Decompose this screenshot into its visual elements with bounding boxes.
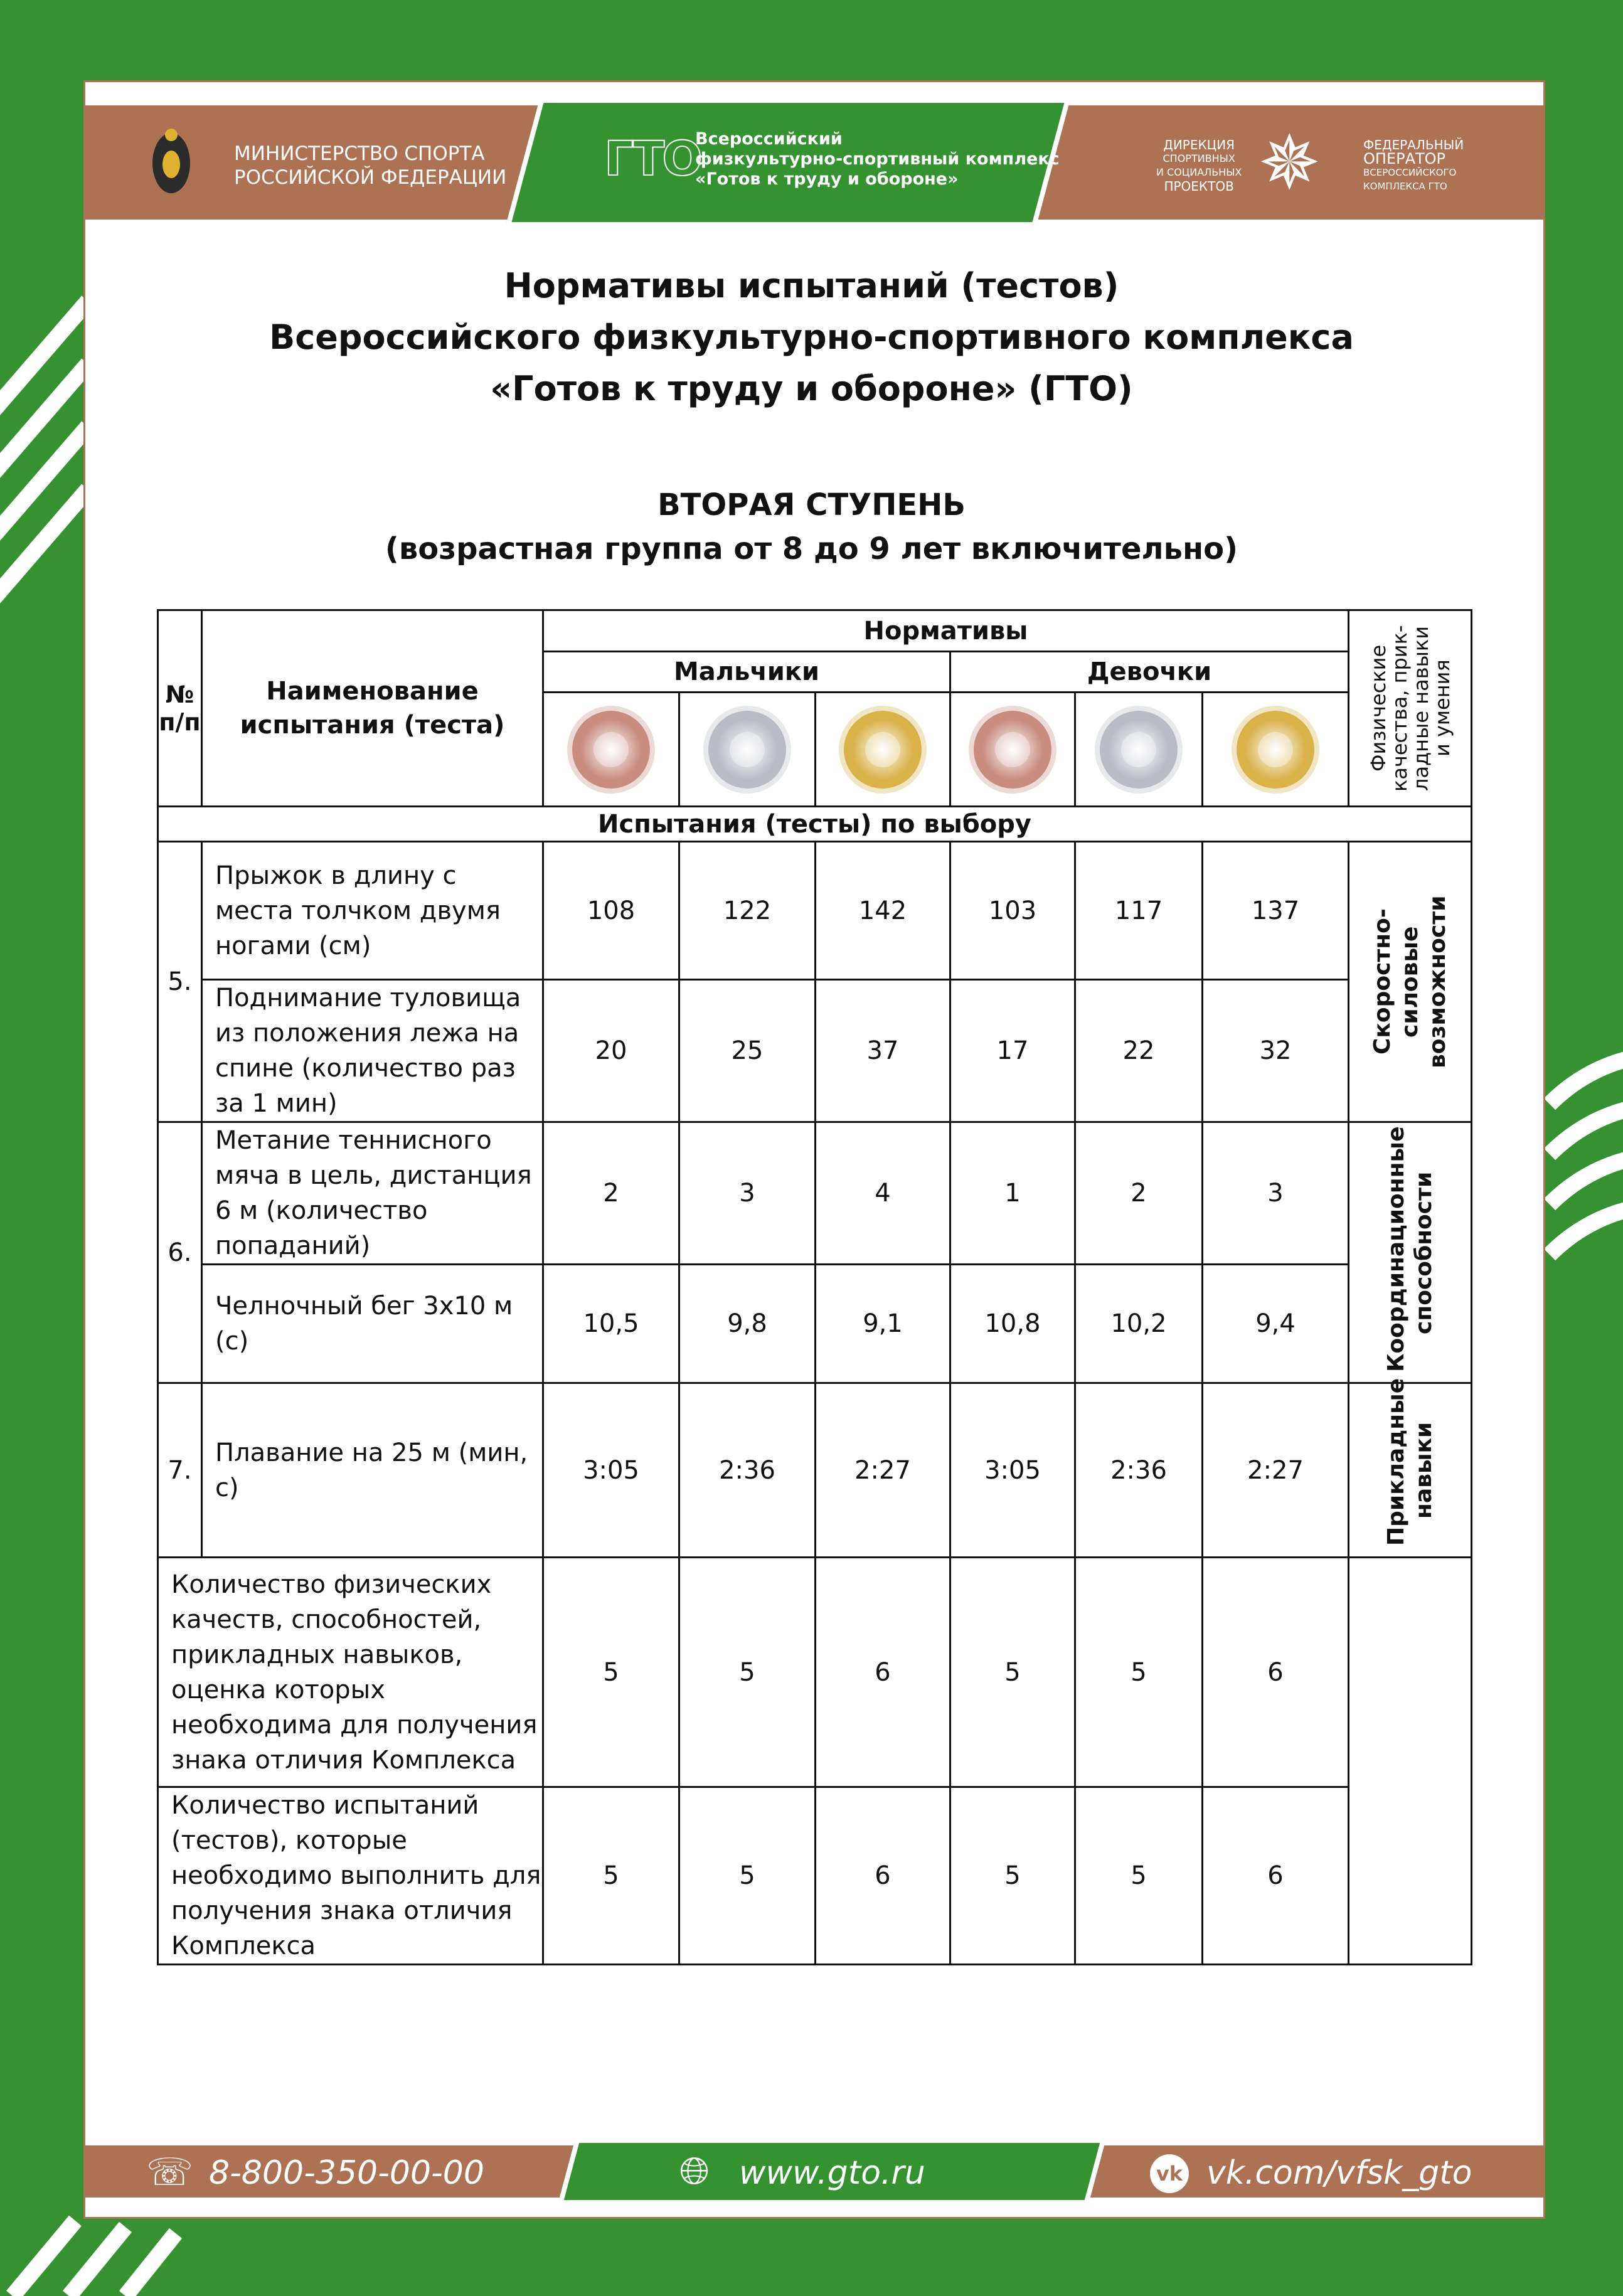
test-name: Поднимание туловища из положения лежа на спине (количество раз за 1 мин) — [202, 980, 543, 1122]
table-row — [158, 1122, 1472, 1265]
row-number: 7. — [158, 1383, 202, 1558]
summary-value: 6 — [816, 1558, 950, 1787]
medal-cell — [1075, 693, 1203, 807]
medal-cell — [816, 693, 950, 807]
norm-value: 37 — [816, 980, 950, 1122]
norm-value: 9,1 — [816, 1265, 950, 1383]
table-row — [158, 1383, 1472, 1558]
page-title: Нормативы испытаний (тестов) Всероссийского физкультурно-спортивного комплекса «Готов к труду и обороне» (ГТО) — [269, 266, 1354, 408]
norm-value: 22 — [1075, 980, 1203, 1122]
summary-value: 5 — [950, 1558, 1075, 1787]
col-num-header: № п/п — [158, 610, 202, 807]
norm-value: 32 — [1203, 980, 1349, 1122]
norm-value: 25 — [679, 980, 816, 1122]
footer-band — [83, 2145, 1545, 2198]
col-name-header: Наименование испытания (теста) — [202, 610, 543, 807]
norm-value: 2 — [1075, 1122, 1203, 1265]
site-link[interactable]: www.gto.ru — [739, 2154, 925, 2192]
norm-value: 142 — [816, 842, 950, 980]
summary-label: Количество физических качеств, способностей, прикладных навыков, оценка которых необходима для получения знака отличия Комплекса — [158, 1558, 543, 1787]
summary-value: 5 — [679, 1558, 816, 1787]
phone-number[interactable]: 8-800-350-00-00 — [209, 2154, 484, 2192]
norm-value: 10,2 — [1075, 1265, 1203, 1383]
norm-value: 3:05 — [950, 1383, 1075, 1558]
col-norms-header: Нормативы — [543, 610, 1349, 652]
gto-logo: ГТО — [604, 130, 700, 186]
summary-value: 5 — [679, 1787, 816, 1965]
norm-value: 2:27 — [1203, 1383, 1349, 1558]
ministry-name: МИНИСТЕРСТВО СПОРТА РОССИЙСКОЙ ФЕДЕРАЦИИ — [234, 142, 507, 189]
norm-value: 2:36 — [679, 1383, 816, 1558]
globe-icon: 🌐︎ — [679, 2149, 710, 2193]
gto-badge-icon — [974, 711, 1051, 789]
medal-cell — [950, 693, 1075, 807]
norm-value: 2:36 — [1075, 1383, 1203, 1558]
table-row — [158, 980, 1472, 1122]
norm-value: 4 — [816, 1122, 950, 1265]
table-row — [158, 842, 1472, 980]
norm-value: 122 — [679, 842, 816, 980]
norm-value: 20 — [543, 980, 679, 1122]
coat-of-arms-icon — [149, 125, 193, 199]
norm-value: 117 — [1075, 842, 1203, 980]
gto-badge-icon — [708, 711, 786, 789]
vk-icon: vk — [1150, 2154, 1189, 2193]
norm-value: 1 — [950, 1122, 1075, 1265]
summary-value: 5 — [1075, 1787, 1203, 1965]
gto-badge-icon — [572, 711, 650, 789]
col-girls-header: Девочки — [950, 652, 1349, 693]
summary-value: 5 — [950, 1787, 1075, 1965]
norm-value: 3 — [679, 1122, 816, 1265]
col-boys-header: Мальчики — [543, 652, 950, 693]
test-name: Прыжок в длину с места толчком двумя ногами (см) — [202, 842, 543, 980]
quality-label: Координационные способности — [1349, 1122, 1472, 1383]
summary-value: 5 — [543, 1558, 679, 1787]
gto-badge-icon — [1237, 711, 1314, 789]
norm-value: 17 — [950, 980, 1075, 1122]
test-name: Челночный бег 3х10 м (с) — [202, 1265, 543, 1383]
summary-value: 6 — [816, 1787, 950, 1965]
summary-value: 5 — [1075, 1558, 1203, 1787]
summary-label: Количество испытаний (тестов), которые необходимо выполнить для получения знака отличия Комплекса — [158, 1787, 543, 1965]
quality-label: Прикладные навыки — [1349, 1383, 1472, 1558]
quality-label: Скоростно-силовые возможности — [1349, 842, 1472, 1122]
row-number: 6. — [158, 1122, 202, 1383]
table-row — [158, 1265, 1472, 1383]
norm-value: 9,8 — [679, 1265, 816, 1383]
norm-value: 2:27 — [816, 1383, 950, 1558]
row-number: 5. — [158, 842, 202, 1122]
norm-value: 137 — [1203, 842, 1349, 980]
summary-value: 5 — [543, 1787, 679, 1965]
norm-value: 10,8 — [950, 1265, 1075, 1383]
norm-value: 2 — [543, 1122, 679, 1265]
operator-text: ФЕДЕРАЛЬНЫЙ ОПЕРАТОР ВСЕРОССИЙСКОГО КОМПЛЕКСА ГТО — [1363, 137, 1464, 192]
summary-value: 6 — [1203, 1558, 1349, 1787]
gto-badge-icon — [1100, 711, 1178, 789]
norm-value: 103 — [950, 842, 1075, 980]
directorate-text: ДИРЕКЦИЯ СПОРТИВНЫХ И СОЦИАЛЬНЫХ ПРОЕКТОВ — [1156, 137, 1242, 194]
header-band — [83, 105, 1545, 220]
summary-value: 6 — [1203, 1787, 1349, 1965]
norm-value: 9,4 — [1203, 1265, 1349, 1383]
medal-cell — [543, 693, 679, 807]
empty-cell — [1349, 1558, 1472, 1965]
norms-table — [157, 609, 1472, 1965]
medal-cell — [1203, 693, 1349, 807]
star-emblem-icon: ✵ — [1258, 120, 1321, 207]
norm-value: 3 — [1203, 1122, 1349, 1265]
gto-text: Всероссийский физкультурно-спортивный комплекс «Готов к труду и обороне» — [695, 129, 1060, 189]
summary-row — [158, 1558, 1472, 1787]
test-name: Плавание на 25 м (мин, с) — [202, 1383, 543, 1558]
summary-row — [158, 1787, 1472, 1965]
norm-value: 10,5 — [543, 1265, 679, 1383]
test-name: Метание теннисного мяча в цель, дистанция 6 м (количество попаданий) — [202, 1122, 543, 1265]
section-header: Испытания (тесты) по выбору — [158, 807, 1472, 842]
stage-title: ВТОРАЯ СТУПЕНЬ (возрастная группа от 8 до 9 лет включительно) — [385, 487, 1238, 566]
gto-badge-icon — [844, 711, 922, 789]
col-qualities-header: Физические качества, прик-ладные навыки и умения — [1349, 610, 1472, 807]
norm-value: 3:05 — [543, 1383, 679, 1558]
vk-link[interactable]: vk.com/vfsk_gto — [1206, 2154, 1472, 2192]
phone-icon: ☏ — [146, 2150, 194, 2194]
norm-value: 108 — [543, 842, 679, 980]
medal-cell — [679, 693, 816, 807]
